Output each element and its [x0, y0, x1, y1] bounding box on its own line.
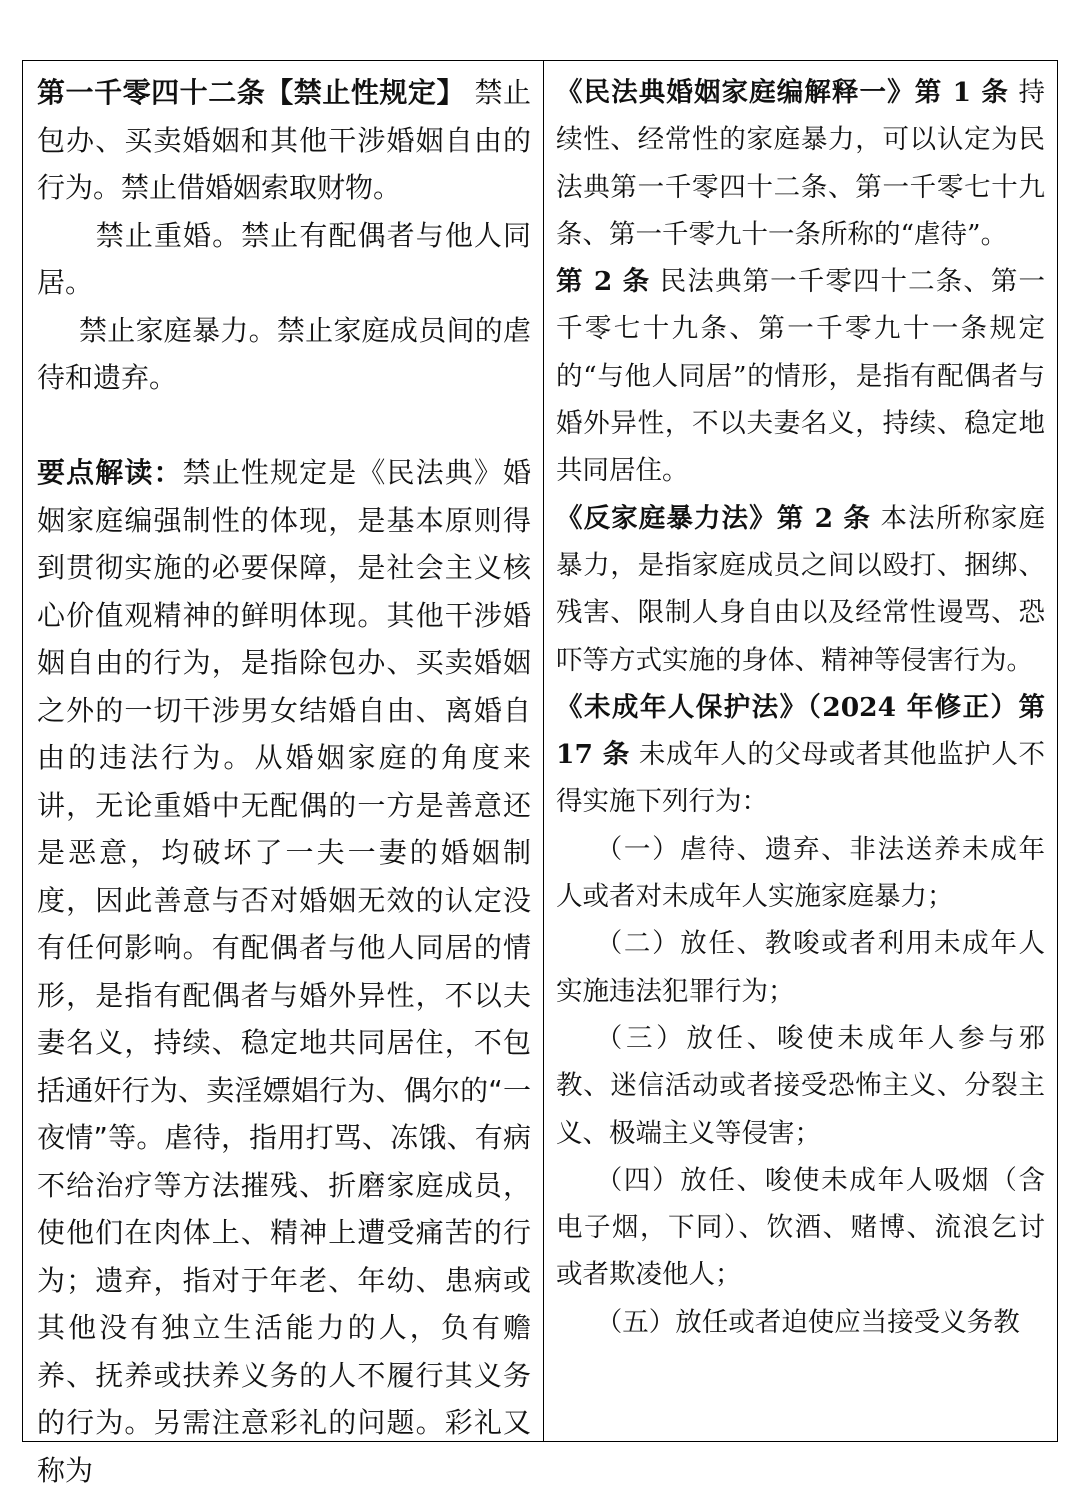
citation-2-head: 第 2 条	[556, 266, 651, 298]
list-item: （三）放任、唆使未成年人参与邪教、迷信活动或者接受恐怖主义、分裂主义、极端主义等侵害；	[556, 1022, 1045, 1149]
citation-3	[556, 495, 1045, 684]
list-item: （四）放任、唆使未成年人吸烟（含电子烟，下同）、饮酒、赌博、流浪乞讨或者欺凌他人；	[556, 1164, 1045, 1291]
citation-4-head: 《未成年人保护法》（2024 年修正）第 17 条	[556, 691, 1045, 771]
citation-2-text: 民法典第一千零四十二条、第一千零七十九条、第一千零九十一条规定的“与他人同居”的情形，是指有配偶者与婚外异性，不以夫妻名义，持续、稳定地共同居住。	[556, 266, 1046, 487]
article-paragraph-1	[37, 69, 531, 212]
spacer	[37, 402, 531, 450]
citation-3-head: 《反家庭暴力法》第 2 条	[556, 502, 872, 534]
interpretation-paragraph	[37, 449, 531, 1494]
list-item: （五）放任或者迫使应当接受义务教	[595, 1306, 1020, 1338]
left-column	[23, 61, 544, 1487]
interpretation-text: 禁止性规定是《民法典》婚姻家庭编强制性的体现，是基本原则得到贯彻实施的必要保障，是社会主义核心价值观精神的鲜明体现。其他干涉婚姻自由的行为，是指除包办、买卖婚姻之外的一切干涉男女结婚自由、离婚自由的违法行为。从婚姻家庭的角度来讲，无论重婚中无配偶的一方是善意还是恶意，均破坏了一夫一妻的婚姻制度，因此善意与否对婚姻无效的认定没有任何影响。有配偶者与他人同居的情形，是指有配偶者与婚外异性，不以夫妻名义，持续、稳定地共同居住，不包括通奸行为、卖淫嫖娼行为、偶尔的“一夜情”等。虐待，指用打骂、冻饿、有病不给治疗等方法摧残、折磨家庭成员，使他们在肉体上、精神上遭受痛苦的行为；遗弃，指对于年老、年幼、患病或其他没有独立生活能力的人，负有赡养、抚养或扶养义务的人不履行其义务的行为。另需注意彩礼的问题。彩礼又称为	[37, 456, 531, 1487]
citation-2	[556, 258, 1045, 494]
two-column-table	[22, 60, 1058, 1487]
list-item: （二）放任、教唆或者利用未成年人实施违法犯罪行为；	[556, 928, 1045, 1007]
article-text-1: 禁止包办、买卖婚姻和其他干涉婚姻自由的行为。禁止借婚姻索取财物。	[37, 76, 531, 204]
article-paragraph-2: 禁止重婚。禁止有配偶者与他人同居。	[37, 218, 531, 299]
citation-1-head: 《民法典婚姻家庭编解释一》第 1 条	[556, 77, 1009, 108]
citation-1	[556, 69, 1045, 258]
citation-3-text: 本法所称家庭暴力，是指家庭成员之间以殴打、捆绑、残害、限制人身自由以及经常性谩骂、恐吓等方式实施的身体、精神等侵害行为。	[556, 502, 1046, 676]
list-item: （一）虐待、遗弃、非法送养未成年人或者对未成年人实施家庭暴力；	[556, 833, 1045, 913]
citation-4-text: 未成年人的父母或者其他监护人不得实施下列行为：	[556, 739, 1045, 818]
article-paragraph-3: 禁止家庭暴力。禁止家庭成员间的虐待和遗弃。	[37, 313, 531, 394]
article-title: 第一千零四十二条【禁止性规定】	[37, 76, 465, 109]
interpretation-label: 要点解读：	[37, 456, 183, 489]
citation-4	[556, 684, 1045, 826]
citation-1-text: 持续性、经常性的家庭暴力，可以认定为民法典第一千零四十二条、第一千零七十九条、第一千零九十一条所称的“虐待”。	[556, 77, 1046, 250]
right-column	[544, 61, 1057, 1441]
